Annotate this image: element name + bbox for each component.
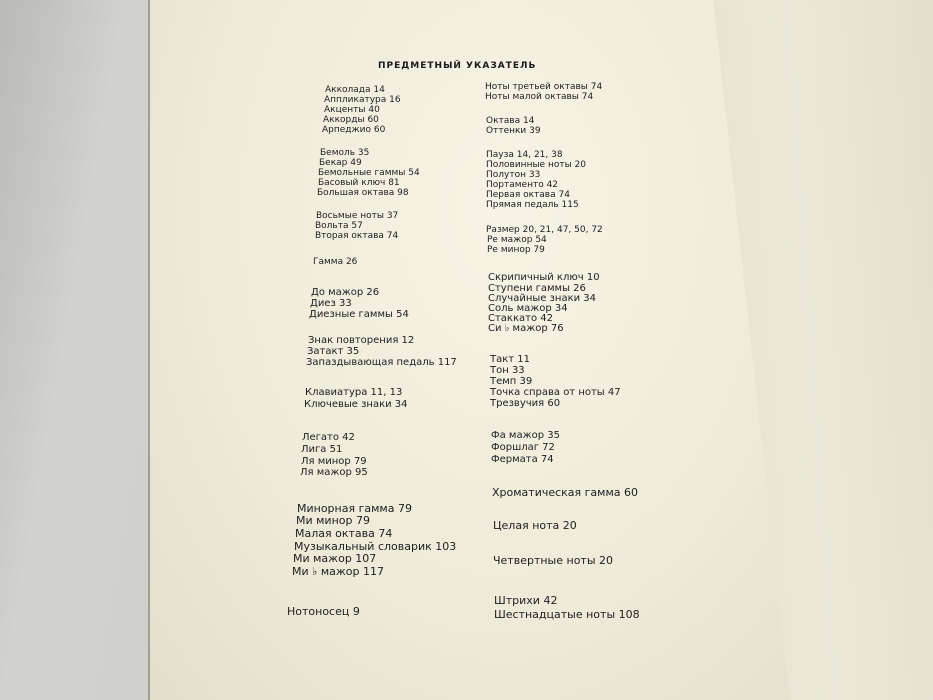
index-entry: Ноты малой октавы 74 <box>485 92 594 102</box>
index-entry: Хроматическая гамма 60 <box>492 486 639 499</box>
index-entry: Аккорды 60 <box>323 115 379 125</box>
index-entry: Ступени гаммы 26 <box>488 283 586 294</box>
index-entry: Аппликатура 16 <box>324 95 401 105</box>
index-entry: Портаменто 42 <box>486 180 559 190</box>
index-entry: Большая октава 98 <box>317 188 409 198</box>
index-entry: Легато 42 <box>302 432 355 443</box>
index-entry: Бекар 49 <box>319 158 362 168</box>
index-entry: Половинные ноты 20 <box>486 160 587 170</box>
index-entry: Запаздывающая педаль 117 <box>306 357 457 368</box>
index-entry: Размер 20, 21, 47, 50, 72 <box>486 225 603 235</box>
index-entry: Трезвучия 60 <box>490 398 561 409</box>
index-entry: Пауза 14, 21, 38 <box>486 150 563 160</box>
index-entry: Первая октава 74 <box>486 190 570 200</box>
index-entry: Диезные гаммы 54 <box>309 309 409 320</box>
index-entry: Ре минор 79 <box>487 245 545 255</box>
index-entry: Акценты 40 <box>324 105 380 115</box>
index-entry: Целая нота 20 <box>493 519 577 532</box>
index-entry: Стаккато 42 <box>488 313 553 324</box>
index-entry: Восьмые ноты 37 <box>316 211 399 221</box>
page-title: ПРЕДМЕТНЫЙ УКАЗАТЕЛЬ <box>378 61 537 71</box>
index-entry: Форшлаг 72 <box>491 442 555 453</box>
index-entry: Четвертные ноты 20 <box>493 554 614 567</box>
index-entry: Затакт 35 <box>307 346 360 357</box>
index-entry: Соль мажор 34 <box>488 303 568 314</box>
index-entry: Оттенки 39 <box>486 126 541 136</box>
index-entry: Тон 33 <box>490 365 525 376</box>
index-entry: Ноты третьей октавы 74 <box>485 82 603 92</box>
index-entry: Ля минор 79 <box>301 456 367 467</box>
index-entry: Фа мажор 35 <box>491 430 560 441</box>
index-entry: Такт 11 <box>490 354 531 365</box>
index-entry: Нотоносец 9 <box>287 605 360 618</box>
index-entry: Акколада 14 <box>325 85 385 95</box>
index-entry: Диез 33 <box>310 298 352 309</box>
index-entry: Штрихи 42 <box>494 594 558 607</box>
index-entry: Клавиатура 11, 13 <box>305 387 403 398</box>
index-entry: Минорная гамма 79 <box>297 502 412 515</box>
index-entry: Музыкальный словарик 103 <box>294 540 457 553</box>
index-entry: Прямая педаль 115 <box>486 200 579 210</box>
index-entry: Октава 14 <box>486 116 535 126</box>
index-entry: Бемольные гаммы 54 <box>318 168 420 178</box>
index-entry: Бемоль 35 <box>320 148 370 158</box>
index-entry: Фермата 74 <box>491 454 554 465</box>
index-entry: Шестнадцатые ноты 108 <box>494 608 640 621</box>
index-entry: Ключевые знаки 34 <box>304 399 408 410</box>
index-entry: Лига 51 <box>301 444 343 455</box>
index-entry: До мажор 26 <box>311 287 380 298</box>
index-entry: Гамма 26 <box>313 257 358 267</box>
index-entry: Ми ♭ мажор 117 <box>292 565 384 578</box>
index-entry: Арпеджио 60 <box>322 125 386 135</box>
index-entry: Ми мажор 107 <box>293 552 377 565</box>
index-entry: Знак повторения 12 <box>308 335 415 346</box>
index-entry: Си ♭ мажор 76 <box>488 323 564 334</box>
index-entry: Вторая октава 74 <box>315 231 399 241</box>
index-entry: Точка справа от ноты 47 <box>490 387 621 398</box>
book-page <box>150 0 790 700</box>
index-entry: Ми минор 79 <box>296 514 370 527</box>
index-entry: Малая октава 74 <box>295 527 393 540</box>
index-entry: Скрипичный ключ 10 <box>488 272 600 283</box>
index-entry: Случайные знаки 34 <box>488 293 597 304</box>
index-entry: Вольта 57 <box>315 221 363 231</box>
index-entry: Басовый ключ 81 <box>318 178 400 188</box>
index-entry: Темп 39 <box>490 376 533 387</box>
index-entry: Ля мажор 95 <box>300 467 368 478</box>
index-entry: Ре мажор 54 <box>487 235 547 245</box>
index-entry: Полутон 33 <box>486 170 541 180</box>
